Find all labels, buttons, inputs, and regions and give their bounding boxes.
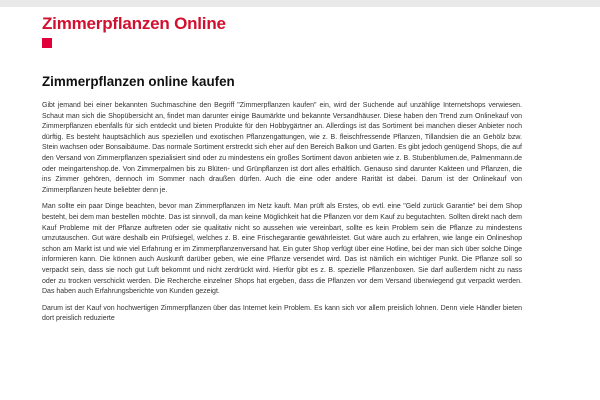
top-bar	[0, 0, 600, 7]
article-paragraph: Gibt jemand bei einer bekannten Suchmaschine den Begriff "Zimmerpflanzen kaufen" ein, wird der Suchende auf unzählige Internetshops verwiesen. Schaut man sich die Shopübersicht an, findet man darunter einige Baumärkte und bekannte Versandhäuser. Diese haben den Trend zum Onlinekauf von Zimmerpflanzen ebenfalls für sich entdeckt und bieten Produkte für den Hobbygärtner an. Allerdings ist das Sortiment bei manchen dieser Anbieter noch dürftig. Es besteht hauptsächlich aus speziellen und exotischen Pflanzengattungen, wie z. B. fleischfressende Pflanzen, Tillandsien die an Gehölz bzw. Stein wachsen oder Bonsaibäume. Das normale Sortiment erstreckt sich eher auf den Bereich Balkon und Garten. Es gibt jedoch genügend Shops, die auf den Versand von Zimmerpflanzen spezialisiert sind oder zu mindestens ein großes Sortiment davon anbieten wie z. B. Stubenblumen.de, Palmenmann.de oder meingartenshop.de. Von Zimmerpalmen bis zu Blüten- und Grünpflanzen ist dort alles erhältlich. Genauso sind darunter Kakteen und Pflanzen, die ins Zimmer gehören, dennoch im Sommer nach draußen dürfen. Auch die eine oder andere Rarität ist dabei. Darum ist der Onlinekauf von Zimmerpflanzen heute beliebter denn je.	[42, 102, 522, 194]
page-title: Zimmerpflanzen online kaufen	[42, 74, 235, 89]
article-paragraph: Darum ist der Kauf von hochwertigen Zimmerpflanzen über das Internet kein Problem. Es kann sich vor allem preislich lohnen. Denn viele Händler bieten dort preislich reduzierte	[42, 304, 522, 323]
article-paragraph: Man sollte ein paar Dinge beachten, bevor man Zimmerpflanzen im Netz kauft. Man prüft als Erstes, ob evtl. eine "Geld zurück Garantie" bei dem Shop besteht, bei dem man bestellen möchte. Das ist sinnvoll, da man keine Möglichkeit hat die Pflanzen vor dem Kauf zu begutachten. Sollten direkt nach dem Kauf Probleme mit der Pflanze auftreten oder sie qualitativ nicht so aussehen wie vereinbart, sollte es kein Problem sein die Pflanze zu mindestens umzutauschen. Gut wäre deshalb ein Prüfsiegel, welches z. B. eine Frischegarantie gewährleistet. Gut wäre auch zu erfahren, wie lange ein Onlineshop schon am Markt ist und wie viel Erfahrung er im Zimmerpflanzenversand hat. Ein guter Shop verfügt über eine Hotline, bei der man sich über solche Dinge informieren kann. Die können auch Auskunft darüber geben, wie eine Pflanze versendet wird. Das ist nämlich ein wichtiger Punkt. Die Pflanze soll so verpackt sein, dass sie noch gut Luft bekommt und nicht zerdrückt wird. Hierfür gibt es z. B. spezielle Pflanzenboxen. Sie darf außerdem nicht zu nass oder zu trocken verschickt werden. Die Recherche einzelner Shops hat ergeben, dass die Pflanzen vor dem Versand überwiegend gut verpackt werden. Das haben auch Erfahrungsberichte von Kunden gezeigt.	[42, 203, 522, 296]
site-title-link[interactable]: Zimmerpflanzen Online	[42, 14, 226, 33]
article-body	[42, 101, 522, 325]
brand-mark-icon	[42, 38, 52, 48]
page-content	[42, 14, 522, 331]
